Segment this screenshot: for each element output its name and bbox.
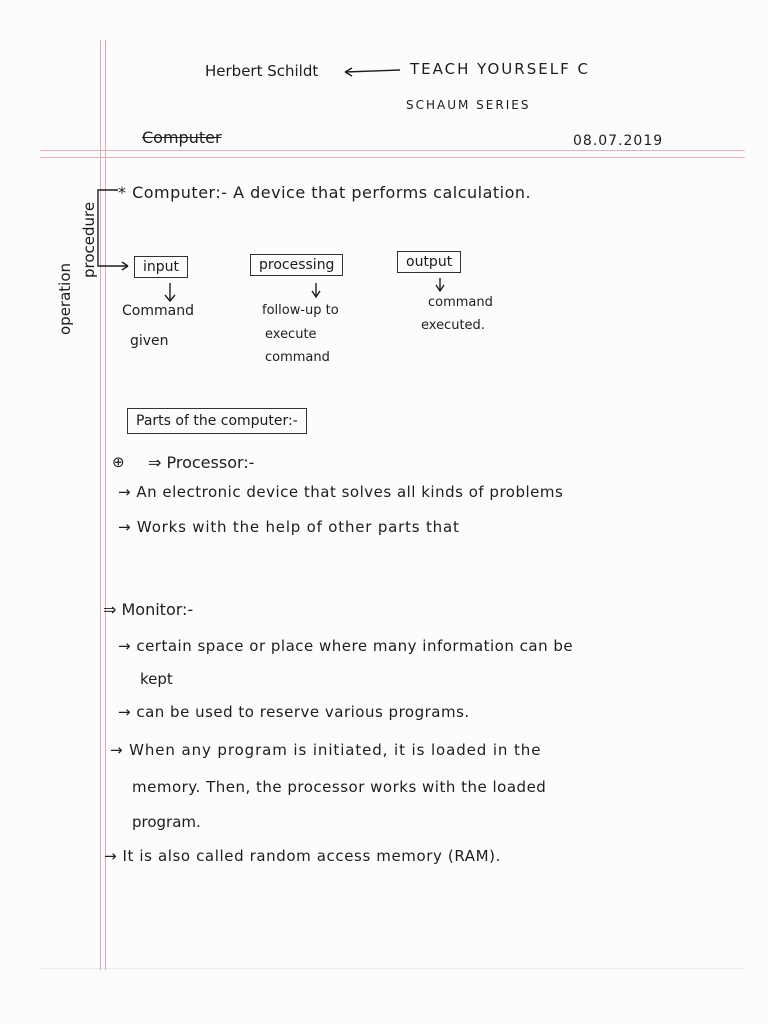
monitor-line-1: → certain space or place where many information can be <box>118 637 574 655</box>
flow-desc-processing-line1: follow-up to <box>262 303 339 318</box>
processor-line-1: → An electronic device that solves all kinds of problems <box>118 483 564 501</box>
flow-desc-processing-line3: command <box>265 350 330 365</box>
monitor-line-4: → When any program is initiated, it is loaded in the <box>110 741 542 759</box>
flow-desc-input-line2: given <box>130 333 169 349</box>
page-topic: Computer <box>142 128 222 147</box>
margin-label-operation: operation <box>56 262 74 335</box>
flow-desc-input-line1: Command <box>122 303 194 319</box>
parts-heading: Parts of the computer:- <box>127 408 307 434</box>
flow-box-processing: processing <box>250 254 343 276</box>
series-name: SCHAUM SERIES <box>406 98 531 112</box>
page-date: 08.07.2019 <box>573 133 664 149</box>
author-name: Herbert Schildt <box>205 62 319 80</box>
monitor-heading: ⇒ Monitor:- <box>103 600 194 619</box>
margin-label-procedure: procedure <box>80 201 98 278</box>
flow-box-input: input <box>134 256 188 278</box>
header-arrow <box>345 70 400 72</box>
flow-box-output: output <box>397 251 461 273</box>
monitor-line-6: program. <box>132 813 201 831</box>
monitor-line-5: memory. Then, the processor works with the loaded <box>132 778 547 796</box>
computer-definition: * Computer:- A device that performs calculation. <box>118 183 532 202</box>
book-title: TEACH YOURSELF C <box>410 60 590 78</box>
processor-heading-prefix: ⊕ <box>112 453 125 471</box>
monitor-line-3: → can be used to reserve various programs. <box>118 703 470 721</box>
flow-desc-processing-line2: execute <box>265 327 317 342</box>
flow-desc-output-line1: command <box>428 295 493 310</box>
processor-line-2: → Works with the help of other parts that <box>118 518 460 536</box>
monitor-line-7: → It is also called random access memory (RAM). <box>104 847 501 865</box>
monitor-line-2: kept <box>140 670 173 688</box>
bracket-connector <box>98 190 128 266</box>
flow-desc-output-line2: executed. <box>421 318 485 333</box>
processor-heading: ⇒ Processor:- <box>148 453 255 472</box>
